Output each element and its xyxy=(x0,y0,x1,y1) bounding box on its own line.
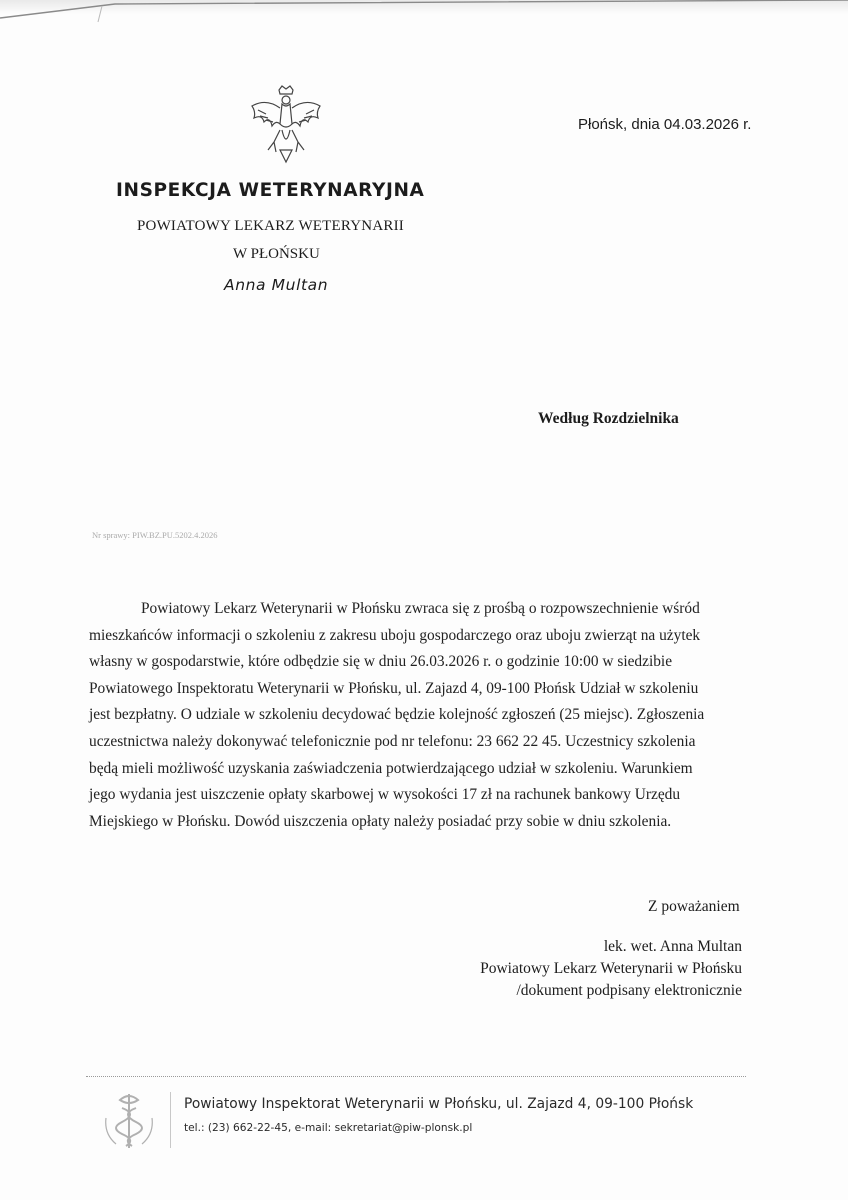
scan-artifact-line xyxy=(0,0,848,40)
letter-body xyxy=(89,596,745,835)
letter-date: Płońsk, dnia 04.03.2026 r. xyxy=(578,116,752,133)
footer-vertical-divider xyxy=(170,1092,171,1148)
body-line: jest bezpłatny. O udziale w szkoleniu decydować będzie kolejność zgłoszeń (25 miejsc). Zgłoszenia xyxy=(89,706,705,724)
institution-subtitle: POWIATOWY LEKARZ WETERYNARII xyxy=(137,218,404,234)
body-line: własny w gospodarstwie, które odbędzie się w dniu 26.03.2026 r. o godzinie 10:00 w siedzibie xyxy=(89,653,673,671)
body-line: uczestnictwa należy dokonywać telefonicznie pod nr telefonu: 23 662 22 45. Uczestnicy szkolenia xyxy=(89,732,696,750)
footer-address: Powiatowy Inspektorat Weterynarii w Płońsku, ul. Zajazd 4, 09-100 Płońsk xyxy=(184,1096,694,1112)
body-line: jego wydania jest uiszczenie opłaty skarbowej w wysokości 17 zł na rachunek bankowy Urzędu xyxy=(89,786,681,804)
body-line: Powiatowy Lekarz Weterynarii w Płońsku zwraca się z prośbą o rozpowszechnienie wśród xyxy=(141,600,700,617)
closing-phrase: Z poważaniem xyxy=(648,898,740,915)
caduceus-logo-icon xyxy=(100,1088,158,1152)
body-line: mieszkańców informacji o szkoleniu z zakresu uboju gospodarczego oraz uboju zwierząt na użytek xyxy=(89,626,701,644)
eagle-emblem-icon xyxy=(246,84,326,168)
footer-phone: tel.: (23) 662-22-45, xyxy=(184,1122,292,1134)
case-number: Nr sprawy: PIW.BZ.PU.5202.4.2026 xyxy=(92,530,218,540)
institution-title: INSPEKCJA WETERYNARYJNA xyxy=(116,180,425,201)
recipient: Według Rozdzielnika xyxy=(538,410,679,427)
body-line: będą mieli możliwość uzyskania zaświadczenia potwierdzającego udział w szkoleniu. Warunkiem xyxy=(89,759,693,777)
signature-note: /dokument podpisany elektronicznie xyxy=(516,982,742,999)
institution-location: W PŁOŃSKU xyxy=(233,246,320,262)
body-line: Powiatowego Inspektoratu Weterynarii w Płońsku, ul. Zajazd 4, 09-100 Płońsk Udział w szkoleniu xyxy=(89,679,699,697)
signature-block xyxy=(480,936,742,1002)
body-line: Miejskiego w Płońsku. Dowód uiszczenia opłaty należy posiadać przy sobie w dniu szkolenia. xyxy=(89,812,672,830)
signature-position: Powiatowy Lekarz Weterynarii w Płońsku xyxy=(480,960,742,977)
footer-divider-line xyxy=(86,1076,746,1077)
signature-name: lek. wet. Anna Multan xyxy=(603,938,742,955)
footer-email: e-mail: sekretariat@piw-plonsk.pl xyxy=(294,1122,473,1134)
footer-contact xyxy=(184,1122,472,1134)
institution-officer-name: Anna Multan xyxy=(224,276,329,294)
